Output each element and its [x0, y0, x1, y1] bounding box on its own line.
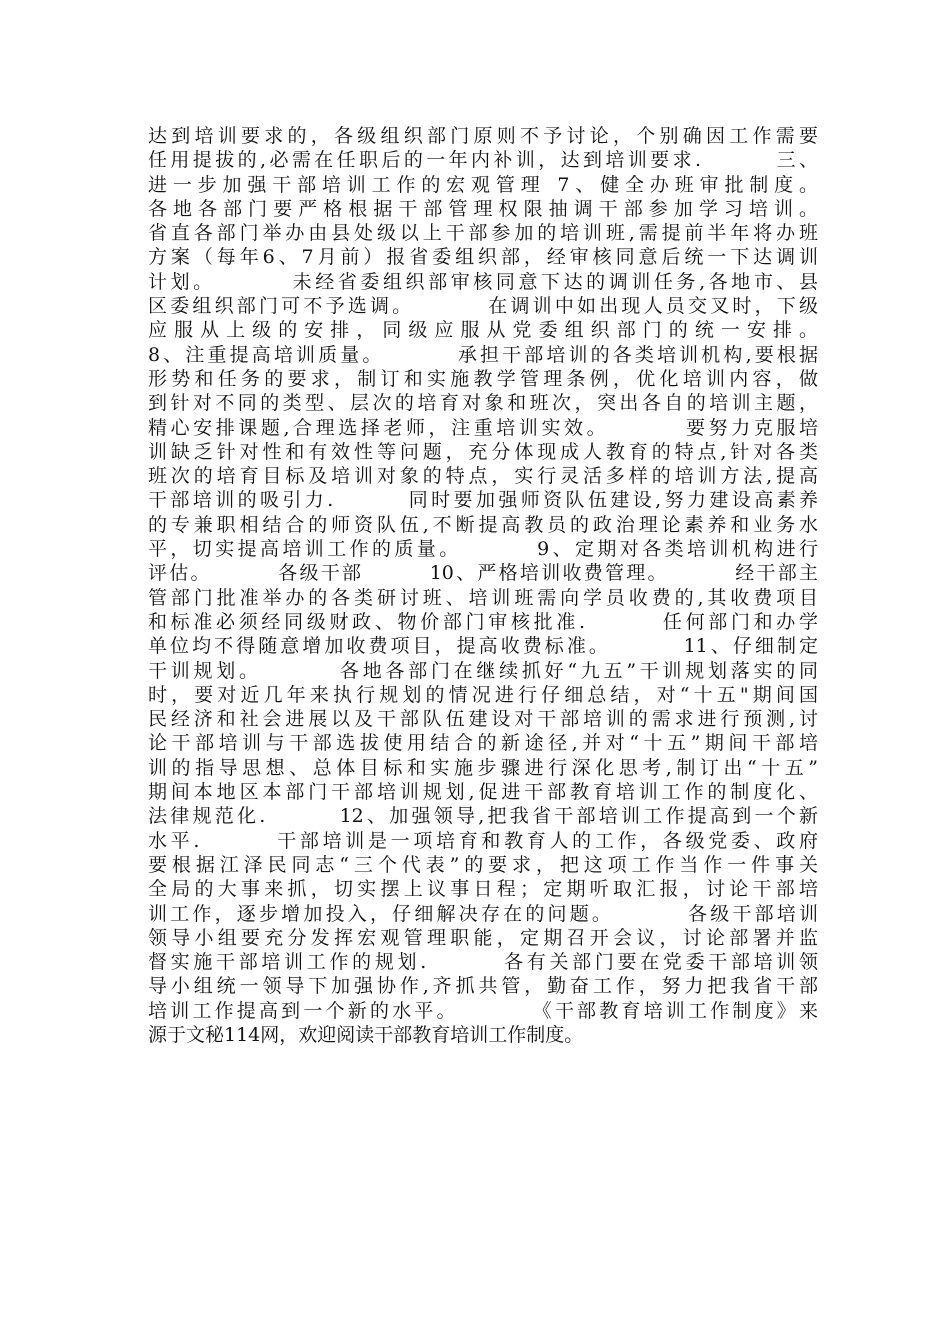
text-line: 源于文秘114网，欢迎阅读干部教育培训工作制度。 — [148, 1023, 584, 1046]
text-line: 各地各部门要严格根据干部管理权限抽调干部参加学习培训。 — [148, 197, 818, 220]
text-line: 进一步加强干部培训工作的宏观管理 7、健全办班审批制度。 — [148, 173, 818, 196]
text-line: 形势和任务的要求，制订和实施教学管理条例，优化培训内容，做 — [148, 367, 818, 390]
text-line: 领导小组要充分发挥宏观管理职能，定期召开会议，讨论部署并监 — [148, 926, 818, 949]
text-line: 平，切实提高培训工作的质量。 9、定期对各类培训机构进行 — [148, 538, 818, 561]
text-line: 达到培训要求的，各级组织部门原则不予讨论，个别确因工作需要 — [148, 125, 818, 147]
text-line: 水平. 干部培训是一项培育和教育人的工作，各级党委、政府 — [148, 829, 818, 852]
text-line: 8、注重提高培训质量。 承担干部培训的各类培训机构,要根据 — [148, 343, 818, 366]
text-line: 导小组统一领导下加强协作,齐抓共管，勤奋工作，努力把我省干部 — [148, 975, 818, 998]
text-line: 培训工作提高到一个新的水平。 《干部教育培训工作制度》来 — [148, 999, 818, 1022]
text-line: 应服从上级的安排，同级应服从党委组织部门的统一安排。 — [148, 319, 818, 342]
text-line: 法律规范化. 12、加强领导,把我省干部培训工作提高到一个新 — [148, 805, 818, 828]
text-line: 训的指导思想、总体目标和实施步骤进行深化思考,制订出“十五” — [148, 756, 818, 779]
text-line: 区委组织部门可不予选调。 在调训中如出现人员交叉时，下级 — [148, 295, 818, 318]
text-line: 班次的培育目标及培训对象的特点，实行灵活多样的培训方法,提高 — [148, 465, 818, 488]
text-line: 全局的大事来抓，切实摆上议事日程；定期听取汇报，讨论干部培 — [148, 878, 818, 901]
text-line: 评估。 各级干部 10、严格培训收费管理。 经干部主 — [148, 562, 818, 585]
text-line: 精心安排课题,合理选择老师，注重培训实效。 要努力克服培 — [148, 416, 818, 439]
text-line: 干部培训的吸引力. 同时要加强师资队伍建设,努力建设高素养 — [148, 489, 818, 512]
text-line: 民经济和社会进展以及干部队伍建设对干部培训的需求进行预测,讨 — [148, 708, 818, 731]
text-line: 干训规划。 各地各部门在继续抓好“九五”干训规划落实的同 — [148, 659, 818, 682]
text-line: 的专兼职相结合的师资队伍,不断提高教员的政治理论素养和业务水 — [148, 513, 818, 536]
text-line: 任用提拔的,必需在任职后的一年内补训，达到培训要求. 三、 — [148, 149, 818, 172]
text-line: 方案（每年6、7月前）报省委组织部，经审核同意后统一下达调训 — [148, 246, 818, 269]
text-line: 要根据江泽民同志“三个代表”的要求，把这项工作当作一件事关 — [148, 853, 818, 876]
body-text — [148, 124, 818, 1047]
text-line: 和标准必须经同级财政、物价部门审核批准. 任何部门和办学 — [148, 610, 818, 633]
text-line: 到针对不同的类型、层次的培育对象和班次，突出各自的培训主题， — [148, 392, 818, 415]
text-line: 时，要对近几年来执行规划的情况进行仔细总结，对“十五"期间国 — [148, 683, 818, 706]
text-line: 论干部培训与干部选拔使用结合的新途径,并对“十五”期间干部培 — [148, 732, 818, 755]
text-line: 训工作，逐步增加投入，仔细解决存在的问题。 各级干部培训 — [148, 902, 818, 925]
text-line: 训缺乏针对性和有效性等问题，充分体现成人教育的特点,针对各类 — [148, 440, 818, 463]
text-line: 单位均不得随意增加收费项目，提高收费标准。 11、仔细制定 — [148, 635, 818, 658]
text-line: 省直各部门举办由县处级以上干部参加的培训班,需提前半年将办班 — [148, 222, 818, 245]
text-line: 管部门批准举办的各类研讨班、培训班需向学员收费的,其收费项目 — [148, 586, 818, 609]
text-line: 督实施干部培训工作的规划. 各有关部门要在党委干部培训领 — [148, 951, 818, 974]
text-line: 期间本地区本部门干部培训规划,促进干部教育培训工作的制度化、 — [148, 781, 818, 804]
text-line: 计划。 未经省委组织部审核同意下达的调训任务,各地市、县 — [148, 270, 818, 293]
